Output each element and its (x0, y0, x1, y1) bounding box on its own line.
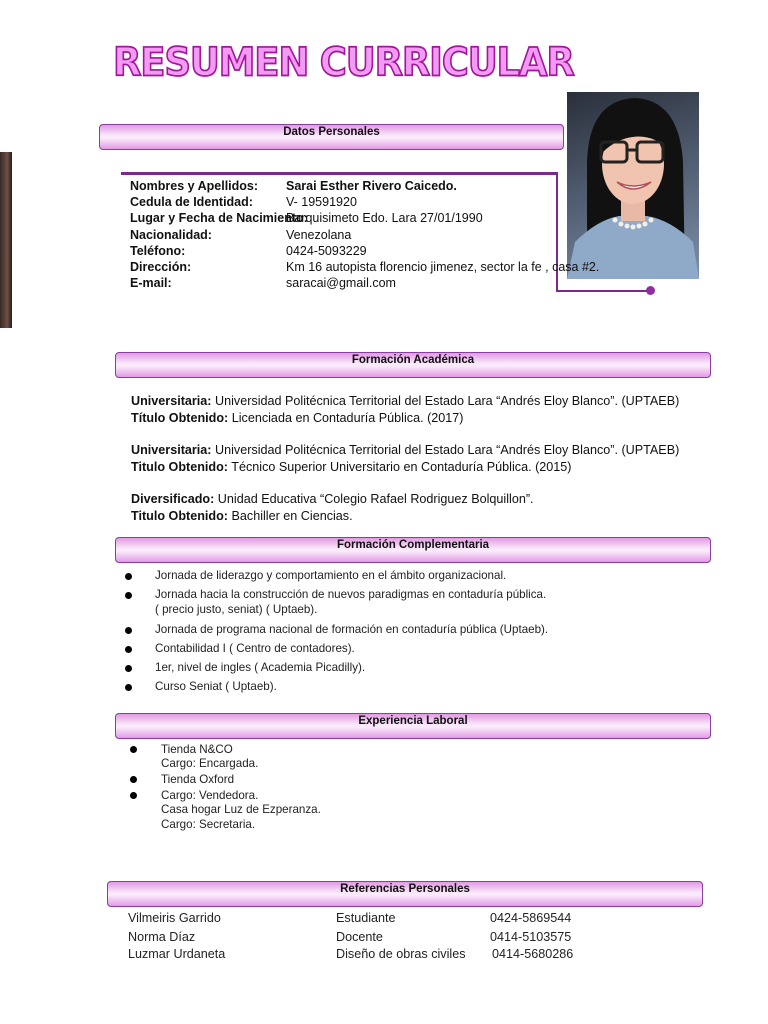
section-header-references: Referencias Personales (107, 881, 703, 907)
reference-phone: 0414-5103575 (490, 930, 572, 944)
bullet-icon (125, 665, 132, 672)
academic-3-label: Diversificado: (131, 492, 215, 506)
bullet-icon (130, 776, 137, 783)
value-address: Km 16 autopista florencio jimenez, sector la fe , casa #2. (286, 259, 600, 274)
label-email: E-mail: (130, 276, 172, 291)
list-item: Contabilidad I ( Centro de contadores). (155, 642, 355, 655)
academic-3-title-value: Bachiller en Ciencias. (231, 508, 353, 523)
academic-3-value: Unidad Educativa “Colegio Rafael Rodriguez Bolquillon”. (217, 492, 534, 506)
list-item: Curso Seniat ( Uptaeb). (155, 680, 277, 693)
academic-2-title-label: Titulo Obtenido: (131, 459, 228, 474)
academic-1-value: Universidad Politécnica Territorial del Estado Lara “Andrés Eloy Blanco”. (UPTAEB) (215, 394, 680, 408)
page-title: RESUMEN CURRICULAR (113, 40, 574, 86)
value-id: V- 19591920 (286, 195, 357, 210)
profile-photo (567, 92, 699, 279)
decorative-dot (646, 286, 655, 295)
reference-role: Diseño de obras civiles (336, 947, 466, 961)
section-header-academic: Formación Académica (115, 352, 711, 378)
decorative-line-top (121, 172, 557, 175)
reference-name: Vilmeiris Garrido (128, 911, 221, 925)
list-item: Jornada de liderazgo y comportamiento en el ámbito organizacional. (155, 569, 506, 582)
academic-entry-3 (131, 491, 534, 524)
list-item: Tienda N&CO (161, 743, 233, 756)
list-item-continuation: Casa hogar Luz de Ezperanza. (161, 803, 321, 816)
list-item: Tienda Oxford (161, 773, 234, 786)
reference-role: Estudiante (336, 911, 396, 925)
list-item-continuation: ( precio justo, seniat) ( Uptaeb). (155, 603, 318, 616)
list-item: Jornada de programa nacional de formación en contaduría pública (Uptaeb). (155, 623, 548, 636)
reference-phone: 0424-5869544 (490, 911, 572, 925)
reference-role: Docente (336, 930, 383, 944)
academic-1-title-value: Licenciada en Contaduría Pública. (2017) (231, 410, 464, 425)
value-nationality: Venezolana (286, 227, 352, 242)
academic-1-title-label: Título Obtenido: (131, 410, 229, 425)
list-item: Cargo: Vendedora. (161, 789, 258, 802)
label-phone: Teléfono: (130, 243, 186, 258)
label-id: Cedula de Identidad: (130, 195, 253, 210)
bullet-icon (125, 684, 132, 691)
value-birth: Barquisimeto Edo. Lara 27/01/1990 (286, 211, 483, 226)
list-item: 1er, nivel de ingles ( Academia Picadilly). (155, 661, 365, 674)
label-name: Nombres y Apellidos: (130, 179, 259, 193)
academic-2-label: Universitaria: (131, 443, 212, 457)
label-address: Dirección: (130, 259, 192, 274)
academic-1-label: Universitaria: (131, 394, 212, 408)
academic-2-value: Universidad Politécnica Territorial del Estado Lara “Andrés Eloy Blanco”. (UPTAEB) (215, 443, 680, 457)
value-email: saracai@gmail.com (286, 276, 396, 291)
section-header-personal: Datos Personales (99, 124, 564, 150)
label-birth: Lugar y Fecha de Nacimiento: (130, 211, 308, 226)
profile-photo-illustration (567, 92, 699, 279)
section-header-experience: Experiencia Laboral (115, 713, 711, 739)
reference-name: Norma Díaz (128, 930, 196, 944)
academic-2-title-value: Técnico Superior Universitario en Contaduría Pública. (2015) (231, 459, 572, 474)
bullet-icon (125, 573, 132, 580)
section-header-complementary: Formación Complementaria (115, 537, 711, 563)
reference-name: Luzmar Urdaneta (128, 947, 226, 961)
bullet-icon (125, 627, 132, 634)
bullet-icon (125, 646, 132, 653)
value-phone: 0424-5093229 (286, 243, 367, 258)
reference-phone: 0414-5680286 (492, 947, 574, 961)
label-nationality: Nacionalidad: (130, 227, 212, 242)
bullet-icon (125, 592, 132, 599)
list-item-continuation: Cargo: Encargada. (161, 757, 259, 770)
photo-fragment (0, 152, 12, 328)
bullet-icon (130, 746, 137, 753)
decorative-line-bottom (556, 290, 650, 292)
academic-3-title-label: Titulo Obtenido: (131, 508, 228, 523)
list-item: Jornada hacia la construcción de nuevos paradigmas en contaduría pública. (155, 588, 546, 601)
academic-entry-2 (131, 442, 679, 475)
list-item-continuation: Cargo: Secretaria. (161, 818, 256, 831)
academic-entry-1 (131, 393, 679, 426)
bullet-icon (130, 792, 137, 799)
value-name: Sarai Esther Rivero Caicedo. (286, 179, 457, 193)
